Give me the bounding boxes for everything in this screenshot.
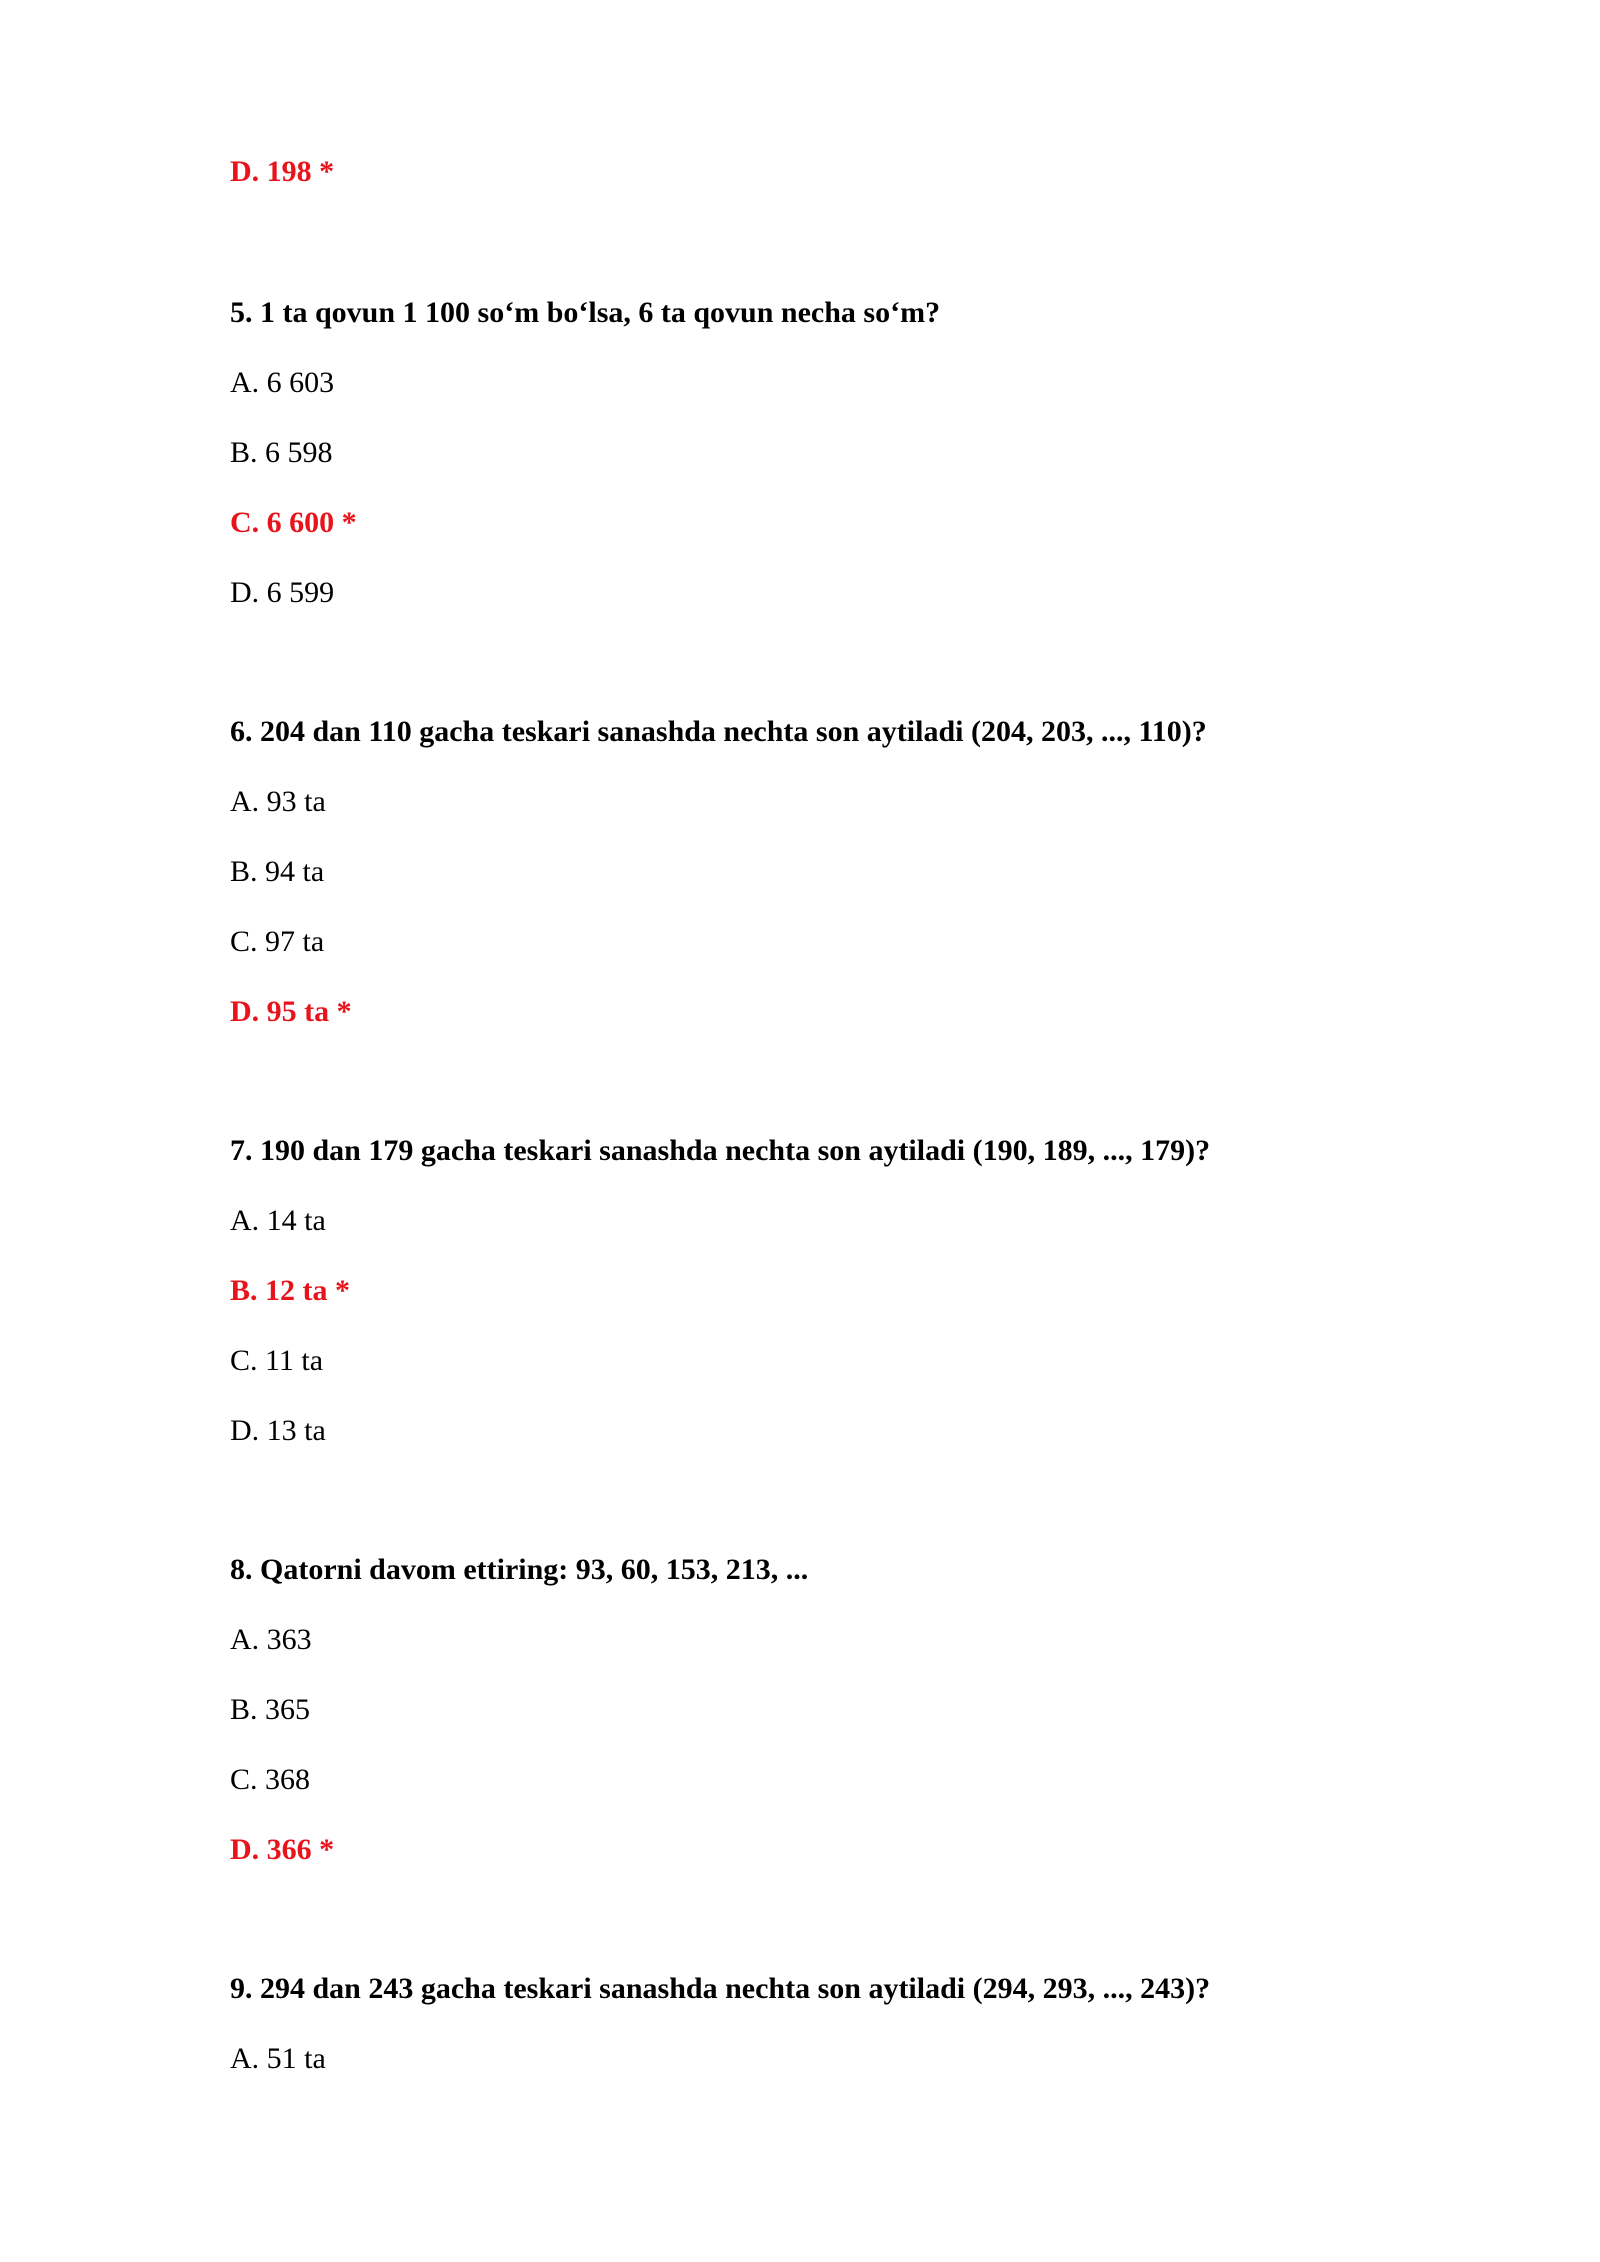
answer-option-correct: D. 95 ta * <box>230 995 352 1028</box>
answer-option: A. 51 ta <box>230 2042 326 2075</box>
answer-option: A. 363 <box>230 1623 312 1656</box>
question-5: 5. 1 ta qovun 1 100 so‘m bo‘lsa, 6 ta qovun necha so‘m? <box>230 296 941 329</box>
question-8: 8. Qatorni davom ettiring: 93, 60, 153, 213, ... <box>230 1553 809 1586</box>
answer-option-correct: C. 6 600 * <box>230 506 357 539</box>
answer-option-correct: D. 366 * <box>230 1833 335 1866</box>
question-9: 9. 294 dan 243 gacha teskari sanashda nechta son aytiladi (294, 293, ..., 243)? <box>230 1972 1211 2005</box>
answer-option: C. 11 ta <box>230 1344 324 1377</box>
answer-option: B. 6 598 <box>230 436 333 469</box>
answer-option-correct: D. 198 * <box>230 155 335 188</box>
answer-option: B. 365 <box>230 1693 311 1726</box>
answer-option: B. 94 ta <box>230 855 325 888</box>
answer-option: D. 13 ta <box>230 1414 326 1447</box>
answer-option: A. 6 603 <box>230 366 335 399</box>
answer-option-correct: B. 12 ta * <box>230 1274 350 1307</box>
question-6: 6. 204 dan 110 gacha teskari sanashda nechta son aytiladi (204, 203, ..., 110)? <box>230 715 1207 748</box>
answer-option: A. 14 ta <box>230 1204 326 1237</box>
question-7: 7. 190 dan 179 gacha teskari sanashda nechta son aytiladi (190, 189, ..., 179)? <box>230 1134 1211 1167</box>
answer-option: C. 368 <box>230 1763 311 1796</box>
answer-option: C. 97 ta <box>230 925 325 958</box>
answer-option: D. 6 599 <box>230 576 335 609</box>
answer-option: A. 93 ta <box>230 785 326 818</box>
